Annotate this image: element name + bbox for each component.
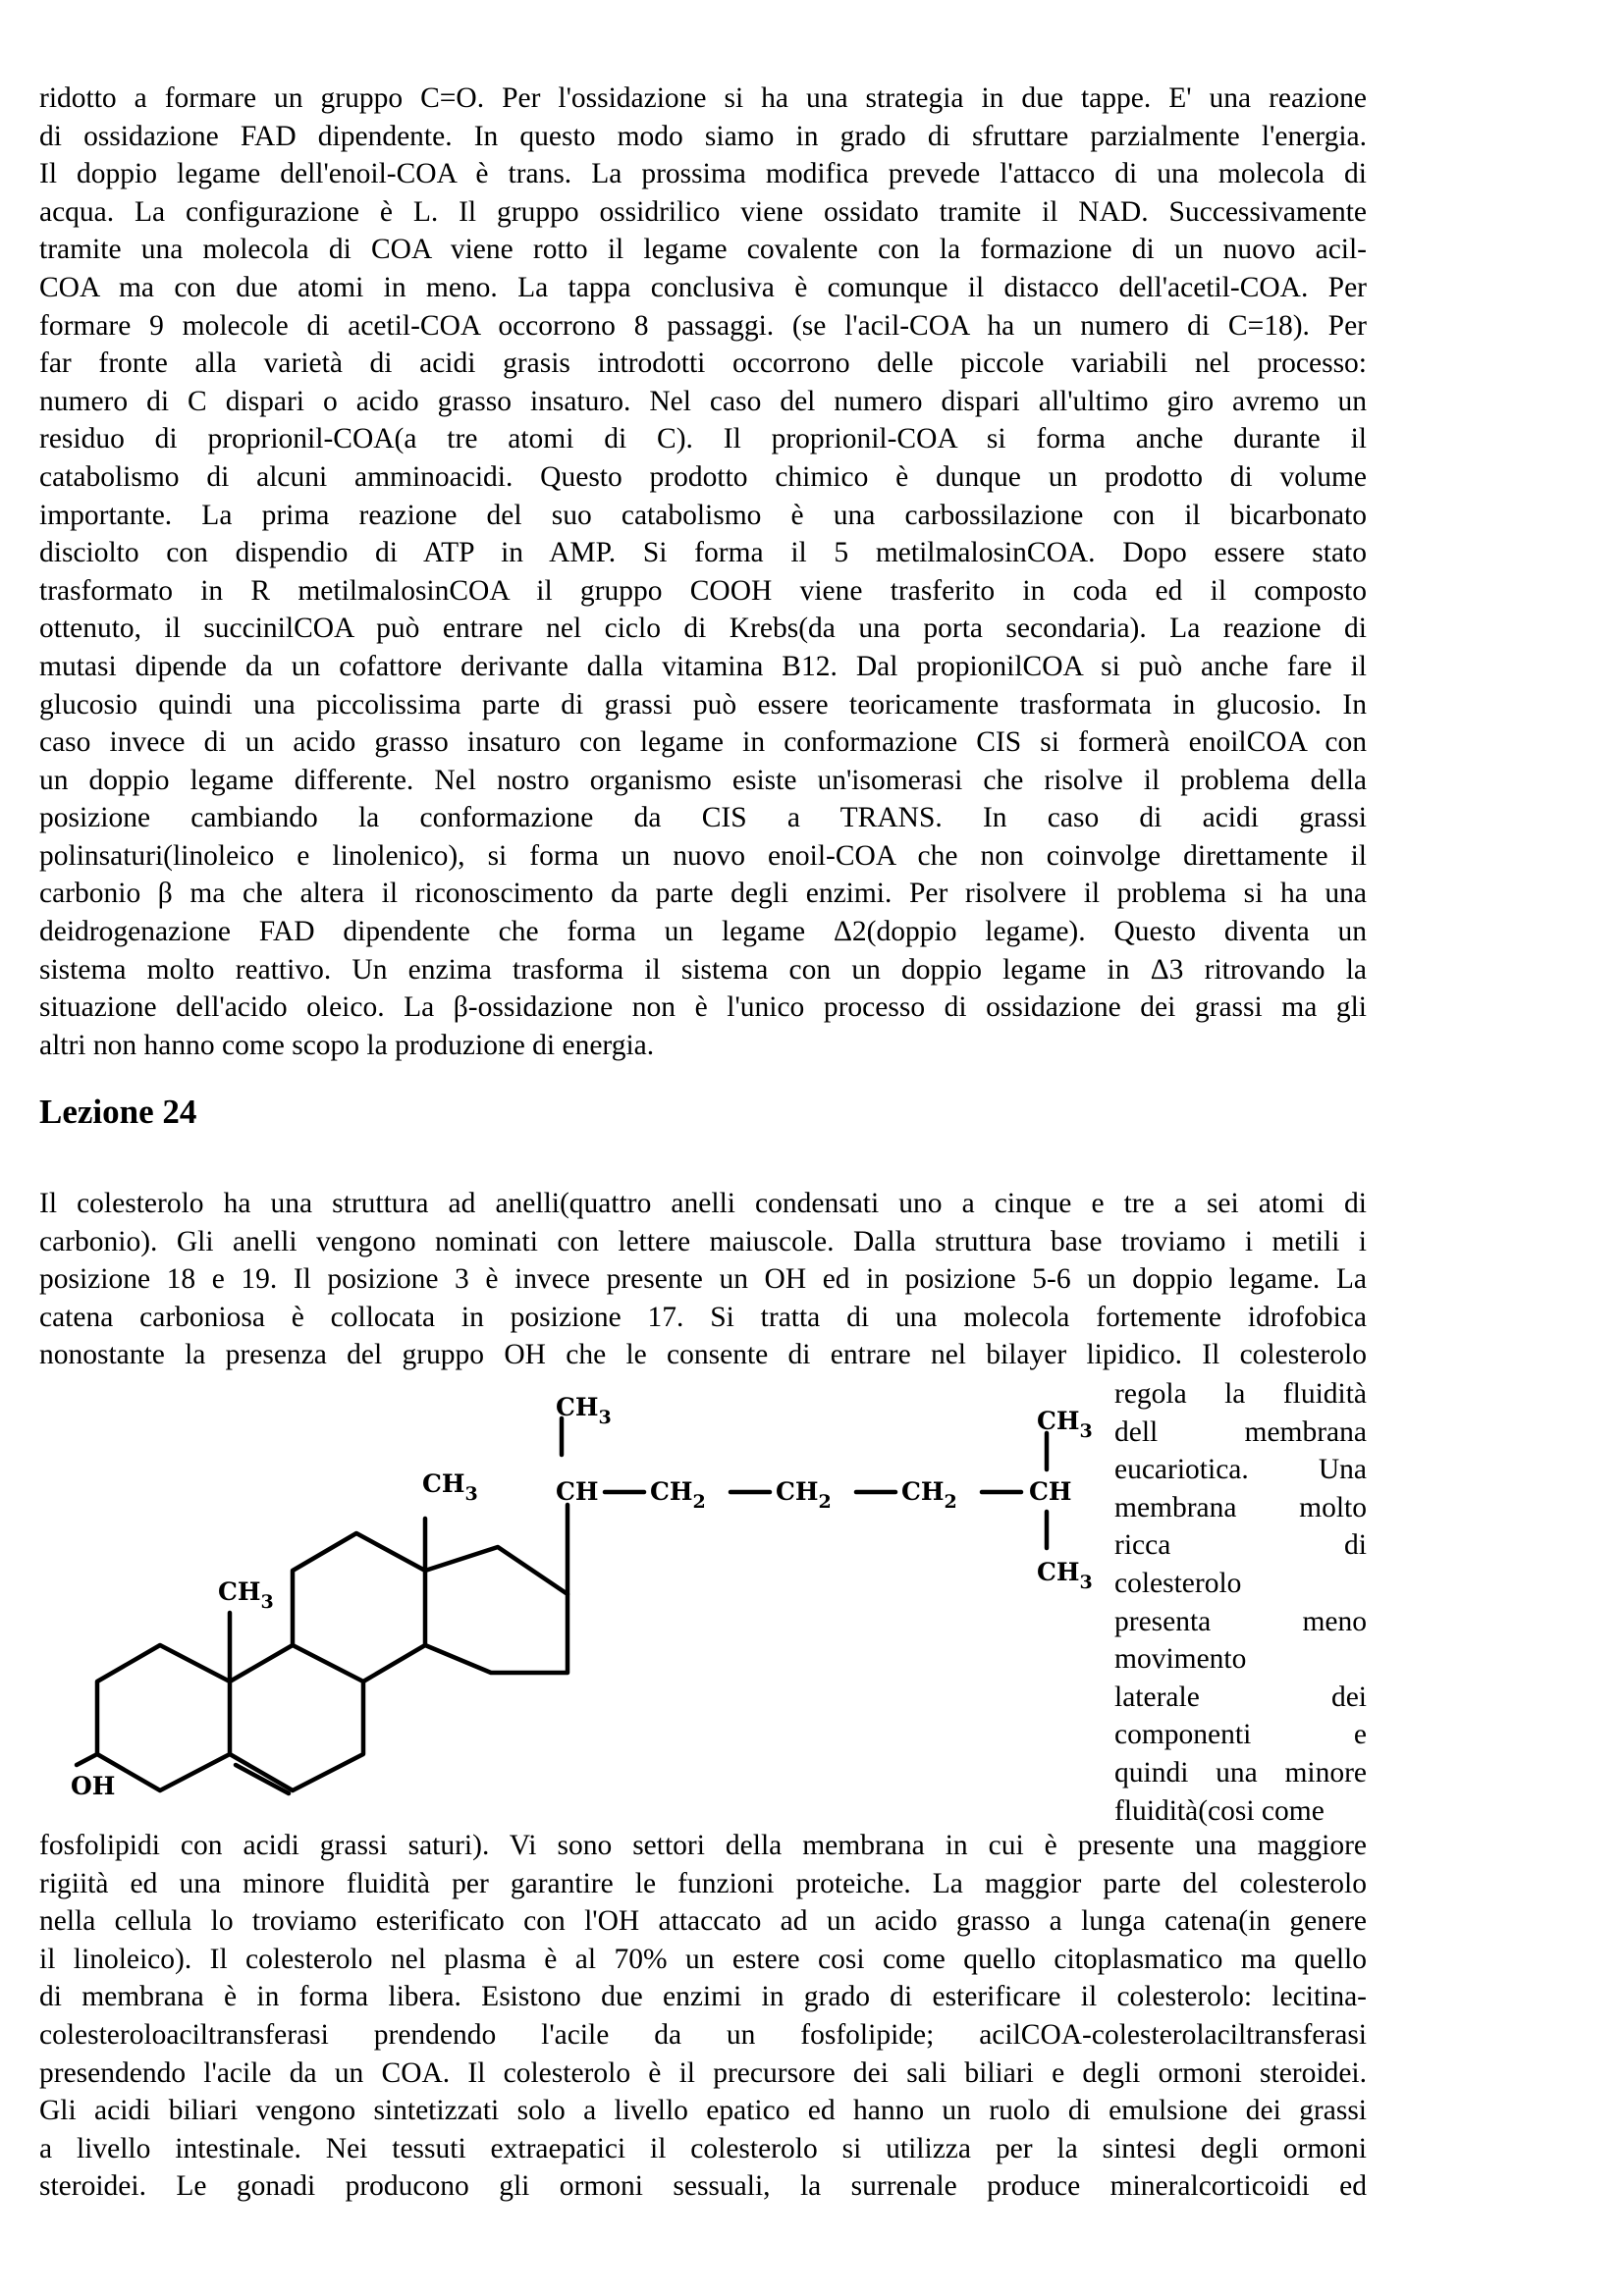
text-line: polinsaturi(linoleico e linolenico), si forma un nuovo enoil-COA che non coinvolge direttamente il xyxy=(39,839,1367,872)
text-line: presenta meno xyxy=(1114,1605,1367,1637)
text-line: disciolto con dispendio di ATP in AMP. Si forma il 5 metilmalosinCOA. Dopo essere stato xyxy=(39,537,1367,569)
paragraph-cholesterol-side xyxy=(1114,1375,1367,1830)
text-line: situazione dell'acido oleico. La β-ossidazione non è l'unico processo di ossidazione dei grassi ma gli xyxy=(39,991,1367,1024)
label-ch2-c24: $CH_2$ xyxy=(901,1477,957,1513)
text-line: acqua. La configurazione è L. Il gruppo ossidrilico viene ossidato tramite il NAD. Successivamente xyxy=(39,195,1367,228)
text-line: glucosio quindi una piccolissima parte di grassi può essere teoricamente trasformata in glucosio. In xyxy=(39,688,1367,721)
text-line: colesteroloaciltransferasi prendendo l'acile da un fosfolipide; acilCOA-colesterolaciltransferasi xyxy=(39,2018,1367,2051)
text-line: laterale dei xyxy=(1114,1681,1367,1713)
text-line: rigiità ed una minore fluidità per garantire le funzioni proteiche. La maggior parte del colesterolo xyxy=(39,1867,1367,1899)
text-line: quindi una minore xyxy=(1114,1756,1367,1789)
text-line: far fronte alla varietà di acidi grasis introdotti occorrono delle piccole variabili nel processo: xyxy=(39,347,1367,380)
label-ch2-c22: $CH_2$ xyxy=(650,1477,706,1513)
text-line: posizione cambiando la conformazione da CIS a TRANS. In caso di acidi grassi xyxy=(39,802,1367,834)
text-line: sistema molto reattivo. Un enzima trasforma il sistema con un doppio legame in Δ3 ritrovando la xyxy=(39,953,1367,986)
text-line: dell membrana xyxy=(1114,1415,1367,1448)
text-line: regola la fluidità xyxy=(1114,1378,1367,1410)
text-line: membrana molto xyxy=(1114,1491,1367,1523)
label-ch3-c18: $CH_3$ xyxy=(422,1469,478,1505)
paragraph-cholesterol-intro xyxy=(39,1185,1367,1374)
text-line: un doppio legame differente. Nel nostro organismo esiste un'isomerasi che risolve il problema della xyxy=(39,764,1367,796)
text-line: caso invece di un acido grasso insaturo con legame in conformazione CIS si formerà enoilCOA con xyxy=(39,726,1367,759)
text-line: tramite una molecola di COA viene rotto il legame covalente con la formazione di un nuovo acil- xyxy=(39,234,1367,266)
paragraph-cholesterol-continued xyxy=(39,1827,1367,2206)
label-ch3-c26: $CH_3$ xyxy=(1037,1407,1093,1442)
text-line: posizione 18 e 19. Il posizione 3 è invece presente un OH ed in posizione 5-6 un doppio legame. La xyxy=(39,1263,1367,1296)
text-line: fosfolipidi con acidi grassi saturi). Vi sono settori della membrana in cui è presente una maggiore xyxy=(39,1830,1367,1861)
text-line: ricca di xyxy=(1114,1529,1367,1562)
text-line: nonostante la presenza del gruppo OH che le consente di entrare nel bilayer lipidico. Il colesterolo xyxy=(39,1339,1367,1371)
text-line: trasformato in R metilmalosinCOA il gruppo COOH viene trasferito in coda ed il composto xyxy=(39,574,1367,607)
label-ch-c20: CH xyxy=(556,1477,599,1506)
label-ch2-c23: $CH_2$ xyxy=(776,1477,832,1513)
text-line: di ossidazione FAD dipendente. In questo modo siamo in grado di sfruttare parzialmente l'energia. xyxy=(39,120,1367,152)
text-line: COA ma con due atomi in meno. La tappa conclusiva è comunque il distacco dell'acetil-COA. Per xyxy=(39,271,1367,303)
section-heading: Lezione 24 xyxy=(39,1093,197,1131)
label-ch-c25: CH xyxy=(1029,1477,1072,1506)
text-line: presendendo l'acile da un COA. Il colesterolo è il precursore dei sali biliari e degli ormoni steroidei. xyxy=(39,2056,1367,2089)
text-line: a livello intestinale. Nei tessuti extraepatici il colesterolo si utilizza per la sintesi degli ormoni xyxy=(39,2132,1367,2164)
text-line: numero di C dispari o acido grasso insaturo. Nel caso del numero dispari all'ultimo giro avremo un xyxy=(39,385,1367,417)
text-line: mutasi dipende da un cofattore derivante dalla vitamina B12. Dal propionilCOA si può anche fare il xyxy=(39,650,1367,682)
text-line: residuo di proprionil-COA(a tre atomi di C). Il proprionil-COA si forma anche durante il xyxy=(39,423,1367,455)
text-line: componenti e xyxy=(1114,1719,1367,1751)
text-line: Il colesterolo ha una struttura ad anelli(quattro anelli condensati uno a cinque e tre a sei atomi di xyxy=(39,1188,1367,1219)
text-line: ottenuto, il succinilCOA può entrare nel ciclo di Krebs(da una porta secondaria). La reazione di xyxy=(39,613,1367,645)
text-line: fluidità(cosi come xyxy=(1114,1794,1325,1827)
text-line: formare 9 molecole di acetil-COA occorrono 8 passaggi. (se l'acil-COA ha un numero di C=18). Per xyxy=(39,309,1367,342)
text-line: deidrogenazione FAD dipendente che forma un legame Δ2(doppio legame). Questo diventa un xyxy=(39,916,1367,948)
label-ch3-c27: $CH_3$ xyxy=(1037,1558,1093,1593)
cholesterol-structure-figure xyxy=(59,1374,1100,1811)
label-oh: OH xyxy=(71,1772,116,1800)
text-line: importante. La prima reazione del suo catabolismo è una carbossilazione con il bicarbonato xyxy=(39,499,1367,531)
label-ch3-c20: $CH_3$ xyxy=(556,1393,612,1428)
text-line: di membrana è in forma libera. Esistono due enzimi in grado di esterificare il colesterolo: lecitina- xyxy=(39,1981,1367,2013)
text-line: eucariotica. Una xyxy=(1114,1454,1367,1486)
text-line: Gli acidi biliari vengono sintetizzati solo a livello epatico ed hanno un ruolo di emulsione dei grassi xyxy=(39,2095,1367,2127)
text-line: il linoleico). Il colesterolo nel plasma è al 70% un estere cosi come quello citoplasmatico ma quello xyxy=(39,1943,1367,1975)
text-line: ridotto a formare un gruppo C=O. Per l'ossidazione si ha una strategia in due tappe. E' una reazione xyxy=(39,82,1367,114)
text-line: altri non hanno come scopo la produzione di energia. xyxy=(39,1029,655,1061)
label-ch3-c19: $CH_3$ xyxy=(218,1577,274,1613)
text-line: nella cellula lo troviamo esterificato con l'OH attaccato ad un acido grasso a lunga catena(in genere xyxy=(39,1905,1367,1938)
text-line: Il doppio legame dell'enoil-COA è trans. La prossima modifica prevede l'attacco di una molecola di xyxy=(39,158,1367,190)
text-line: carbonio). Gli anelli vengono nominati con lettere maiuscole. Dalla struttura base troviamo i metili i xyxy=(39,1225,1367,1257)
text-line: carbonio β ma che altera il riconoscimento da parte degli enzimi. Per risolvere il problema si ha una xyxy=(39,878,1367,910)
text-line: steroidei. Le gonadi producono gli ormoni sessuali, la surrenale produce mineralcorticoidi ed xyxy=(39,2170,1367,2203)
text-line: colesterolo xyxy=(1114,1567,1242,1599)
text-line: catabolismo di alcuni amminoacidi. Questo prodotto chimico è dunque un prodotto di volume xyxy=(39,460,1367,493)
paragraph-beta-oxidation xyxy=(39,80,1367,1064)
text-line: catena carboniosa è collocata in posizione 17. Si tratta di una molecola fortemente idrofobica xyxy=(39,1301,1367,1333)
text-line: movimento xyxy=(1114,1643,1247,1676)
